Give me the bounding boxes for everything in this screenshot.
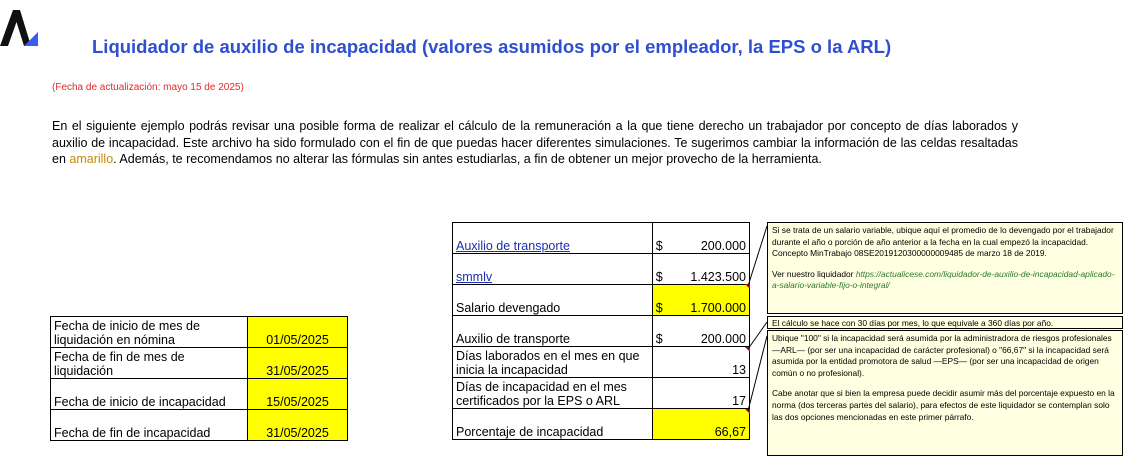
- intro-text-2: . Además, te recomendamos no alterar las fórmulas sin antes estudiarlas, a fin de obtener un mejor provecho de la herramienta.: [113, 152, 822, 166]
- table-row: [51, 317, 348, 348]
- table-row: [51, 410, 348, 441]
- table-row: [51, 348, 348, 379]
- currency-symbol: $: [652, 254, 671, 285]
- intro-highlight-word: amarillo: [69, 152, 114, 166]
- percent-label: Porcentaje de incapacidad: [453, 409, 653, 440]
- salary-comment-link[interactable]: https://actualicese.com/liquidador-de-auxilio-de-incapacidad-aplicado-a-salario-variable-fijo-o-integral/: [772, 268, 1115, 291]
- worked-days-value: 13: [671, 347, 749, 378]
- salary-comment-link-line: [772, 269, 1118, 292]
- currency-symbol: $: [652, 223, 671, 254]
- transport-value: 200.000: [671, 223, 749, 254]
- table-row: [453, 316, 750, 347]
- percent-input[interactable]: 66,67: [671, 409, 749, 440]
- worked-days-label: Días laborados en el mes en que inicia la incapacidad: [453, 347, 653, 378]
- comment-marker-icon[interactable]: [745, 409, 750, 414]
- percent-comment: [767, 330, 1123, 456]
- transport-label: Auxilio de transporte: [453, 316, 653, 347]
- incapacity-days-value: 17: [671, 378, 749, 409]
- salary-label: Salario devengado: [453, 285, 653, 316]
- currency-symbol: [652, 378, 671, 409]
- smmlv-link-cell: [453, 254, 653, 285]
- start-incapacity-input[interactable]: 15/05/2025: [248, 379, 348, 410]
- table-row: [51, 379, 348, 410]
- table-row: [453, 347, 750, 378]
- currency-symbol: [652, 409, 671, 440]
- days-comment: [767, 316, 1123, 329]
- dates-table: [50, 316, 348, 441]
- salary-input[interactable]: 1.700.000: [671, 285, 749, 316]
- start-month-input[interactable]: 01/05/2025: [248, 317, 348, 348]
- end-incapacity-input[interactable]: 31/05/2025: [248, 410, 348, 441]
- comment-marker-icon[interactable]: [745, 284, 750, 289]
- currency-symbol: [652, 347, 671, 378]
- percent-comment-text-1: Ubique "100" si la incapacidad será asumida por la administradora de riesgos profesionales —ARL— (por ser una incapacidad de carácter profesional) o "66,67" si la incapacidad será asumida por la entidad promotora de salud —EPS— (por ser una incapacidad de origen común o no profesional).: [772, 333, 1112, 378]
- table-row: [453, 285, 750, 316]
- incapacity-days-label: Días de incapacidad en el mes certificados por la EPS o ARL: [453, 378, 653, 409]
- end-month-label: Fecha de fin de mes de liquidación: [51, 348, 248, 379]
- start-month-label: Fecha de inicio de mes de liquidación en nómina: [51, 317, 248, 348]
- page-title: Liquidador de auxilio de incapacidad (valores asumidos por el empleador, la EPS o la ARL): [92, 36, 892, 57]
- salary-comment-link-prefix: Ver nuestro liquidador: [772, 268, 856, 279]
- currency-symbol: $: [652, 316, 671, 347]
- comment-marker-icon[interactable]: [745, 347, 750, 352]
- transport-link[interactable]: Auxilio de transporte: [456, 239, 570, 253]
- salary-comment-text: Si se trata de un salario variable, ubique aquí el promedio de lo devengado por el trabajador durante el año o porción de año anterior a la fecha en la cual empezó la incapacidad. Concepto MinTrabajo 08SE2019120300000009485 de marzo 18 de 2019.: [772, 225, 1114, 259]
- intro-text-1: En el siguiente ejemplo podrás revisar una posible forma de realizar el cálculo de la remuneración a la que tiene derecho un trabajador por concepto de días laborados y auxilio de incapacidad. Este archivo ha sido formulado con el fin de que puedas hacer diferentes simulaciones. Te sugerimos cambiar la información de las celdas resaltadas en: [52, 119, 1018, 166]
- table-row: [453, 378, 750, 409]
- currency-symbol: $: [652, 285, 671, 316]
- days-comment-text: El cálculo se hace con 30 días por mes, lo que equivale a 360 días por año.: [772, 318, 1054, 328]
- salary-comment: [767, 222, 1123, 314]
- table-row: [453, 223, 750, 254]
- intro-paragraph: [52, 118, 1018, 168]
- update-date: (Fecha de actualización: mayo 15 de 2025): [52, 82, 244, 93]
- transport-calc-value: 200.000: [671, 316, 749, 347]
- percent-comment-text-2: Cabe anotar que si bien la empresa puede decidir asumir más del porcentaje expuesto en la norma (dos terceras partes del salario), para efectos de este liquidador se contemplan solo las dos opciones mencionadas en este primer párrafo.: [772, 388, 1115, 422]
- start-incapacity-label: Fecha de inicio de incapacidad: [51, 379, 248, 410]
- values-table: [452, 222, 750, 440]
- logo-icon: [0, 6, 42, 52]
- table-row: [453, 409, 750, 440]
- transport-link-cell: [453, 223, 653, 254]
- smmlv-value: 1.423.500: [671, 254, 749, 285]
- smmlv-link[interactable]: smmlv: [456, 270, 493, 284]
- end-month-input[interactable]: 31/05/2025: [248, 348, 348, 379]
- end-incapacity-label: Fecha de fin de incapacidad: [51, 410, 248, 441]
- table-row: [453, 254, 750, 285]
